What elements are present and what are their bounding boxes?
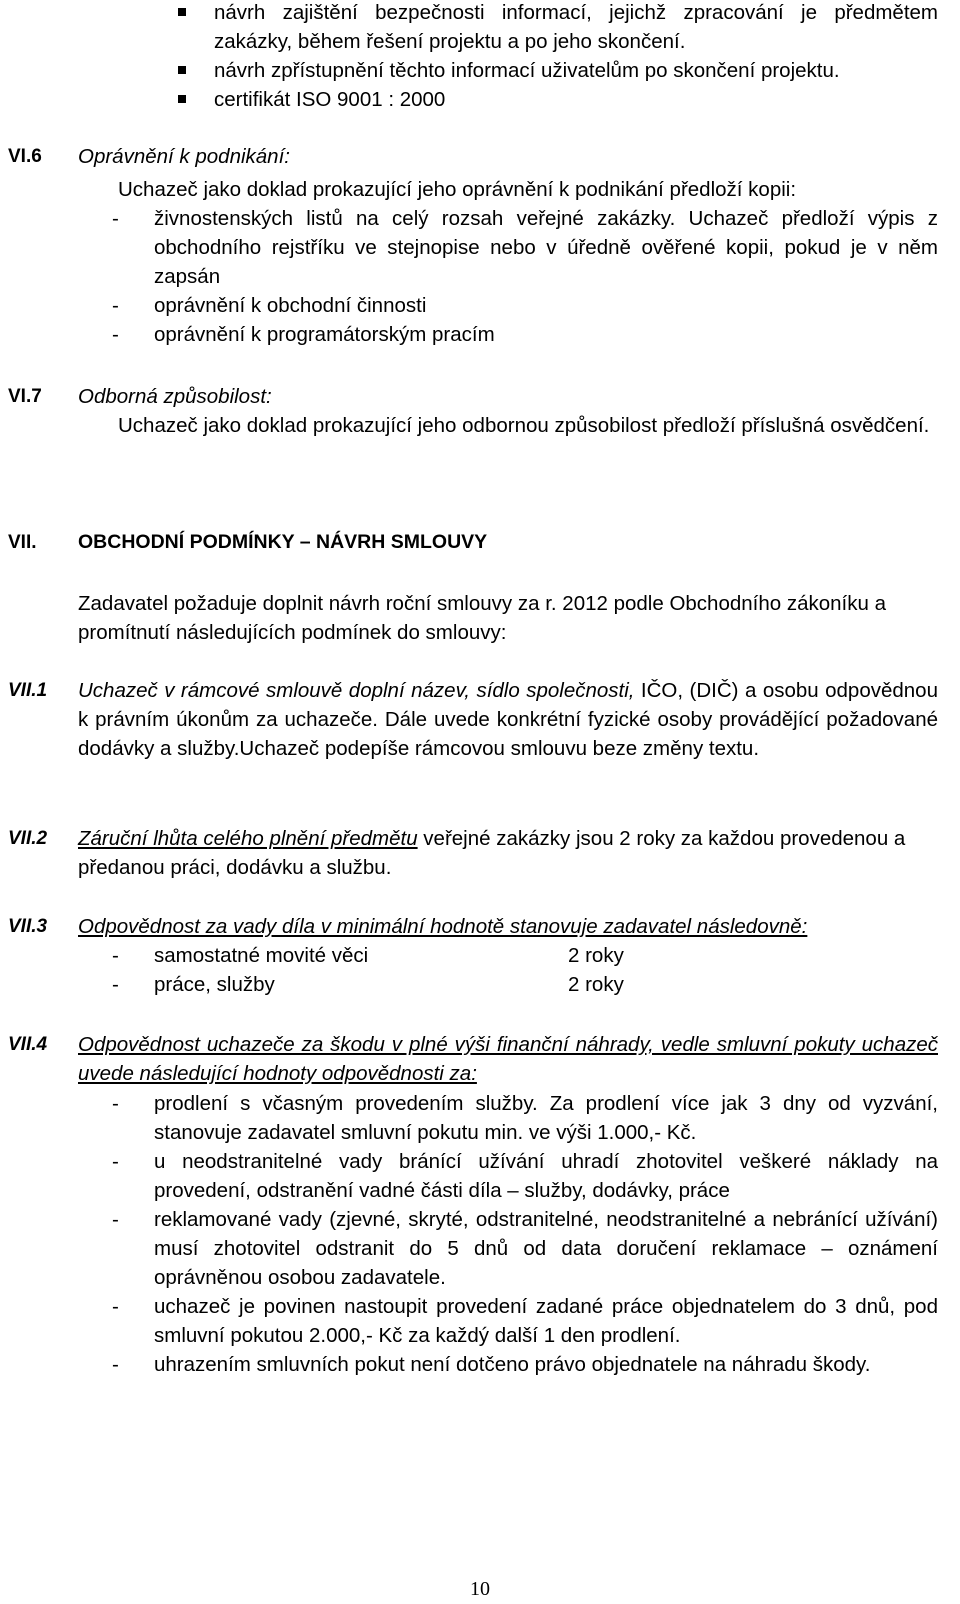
section-number: VI.7	[8, 386, 42, 407]
bullet-list	[178, 0, 938, 114]
list-item: certifikát ISO 9001 : 2000	[178, 85, 938, 114]
section-number: VII.4	[8, 1034, 48, 1055]
section-title: Odborná způsobilost:	[78, 385, 272, 408]
section-number: VII.2	[8, 828, 48, 849]
section-number: VII.3	[8, 916, 48, 937]
page-number: 10	[470, 1578, 490, 1600]
section-heading: OBCHODNÍ PODMÍNKY – NÁVRH SMLOUVY	[78, 531, 488, 553]
section-text: Uchazeč v rámcové smlouvě doplní název, sídlo společnosti, IČO, (DIČ) a osobu odpovědnou k právním úkonům za uchazeče. Dále uvede konkrétní fyzické osoby provádějící požadované dodávky a služby.Uchazeč podepíše rámcovou smlouvu beze změny textu.	[78, 679, 938, 760]
list-item: - oprávnění k obchodní činnosti	[112, 294, 427, 317]
list-item: - živnostenských listů na celý rozsah veřejné zakázky. Uchazeč předloží výpis z obchodního rejstříku ve stejnopise nebo v úředně ověřené kopii, pokud je v něm zapsán	[112, 207, 938, 288]
square-bullet-icon	[178, 8, 186, 16]
section-text: Uchazeč jako doklad prokazující jeho odbornou způsobilost předloží příslušná osvědčení.	[118, 414, 930, 437]
square-bullet-icon	[178, 95, 186, 103]
dash-list	[112, 1089, 938, 1379]
list-item: návrh zajištění bezpečnosti informací, jejichž zpracování je předmětem zakázky, během řešení projektu a po jeho skončení.	[178, 0, 938, 56]
list-item: - prodlení s včasným provedením služby. Za prodlení více jak 3 dny od vyzvání, stanovuje zadavatel smluvní pokutu min. ve výši 1.000,- Kč.	[112, 1092, 938, 1144]
list-item: - práce, služby 2 roky	[112, 973, 624, 996]
section-number: VII.	[8, 532, 37, 553]
list-item: - reklamované vady (zjevné, skryté, odstranitelné, neodstranitelné a nebránící užívání) musí zhotovitel odstranit do 5 dnů od data doručení reklamace – oznámení oprávněnou osobou zadavatele.	[112, 1208, 938, 1289]
dash-list	[112, 941, 938, 999]
section-intro: Zadavatel požaduje doplnit návrh roční smlouvy za r. 2012 podle Obchodního zákoníku a promítnutí následujících podmínek do smlouvy:	[78, 592, 886, 644]
list-item: návrh zpřístupnění těchto informací uživatelům po skončení projektu.	[178, 56, 938, 85]
list-item: - uchazeč je povinen nastoupit provedení zadané práce objednatelem do 3 dnů, pod smluvní pokutou 2.000,- Kč za každý další 1 den prodlení.	[112, 1295, 938, 1347]
section-title: Oprávnění k podnikání:	[78, 145, 290, 168]
square-bullet-icon	[178, 66, 186, 74]
list-item: - uhrazením smluvních pokut není dotčeno právo objednatele na náhradu škody.	[112, 1353, 871, 1376]
list-item: - samostatné movité věci 2 roky	[112, 944, 624, 967]
section-title: Odpovědnost za vady díla v minimální hodnotě stanovuje zadavatel následovně:	[78, 915, 808, 938]
section-text: Záruční lhůta celého plnění předmětu veřejné zakázky jsou 2 roky za každou provedenou a předanou práci, dodávku a službu.	[78, 827, 906, 879]
section-intro: Uchazeč jako doklad prokazující jeho oprávnění k podnikání předloží kopii:	[118, 178, 797, 201]
section-title: Odpovědnost uchazeče za škodu v plné výši finanční náhrady, vedle smluvní pokuty uchazeč uvede následující hodnoty odpovědnosti za:	[78, 1033, 938, 1085]
list-item: - u neodstranitelné vady bránící užívání uhradí zhotovitel veškeré náklady na provedení, odstranění vadné části díla – služby, dodávky, práce	[112, 1150, 938, 1202]
list-item: - oprávnění k programátorským pracím	[112, 323, 495, 346]
section-number: VII.1	[8, 680, 48, 701]
dash-list	[112, 204, 938, 349]
section-number: VI.6	[8, 146, 42, 167]
